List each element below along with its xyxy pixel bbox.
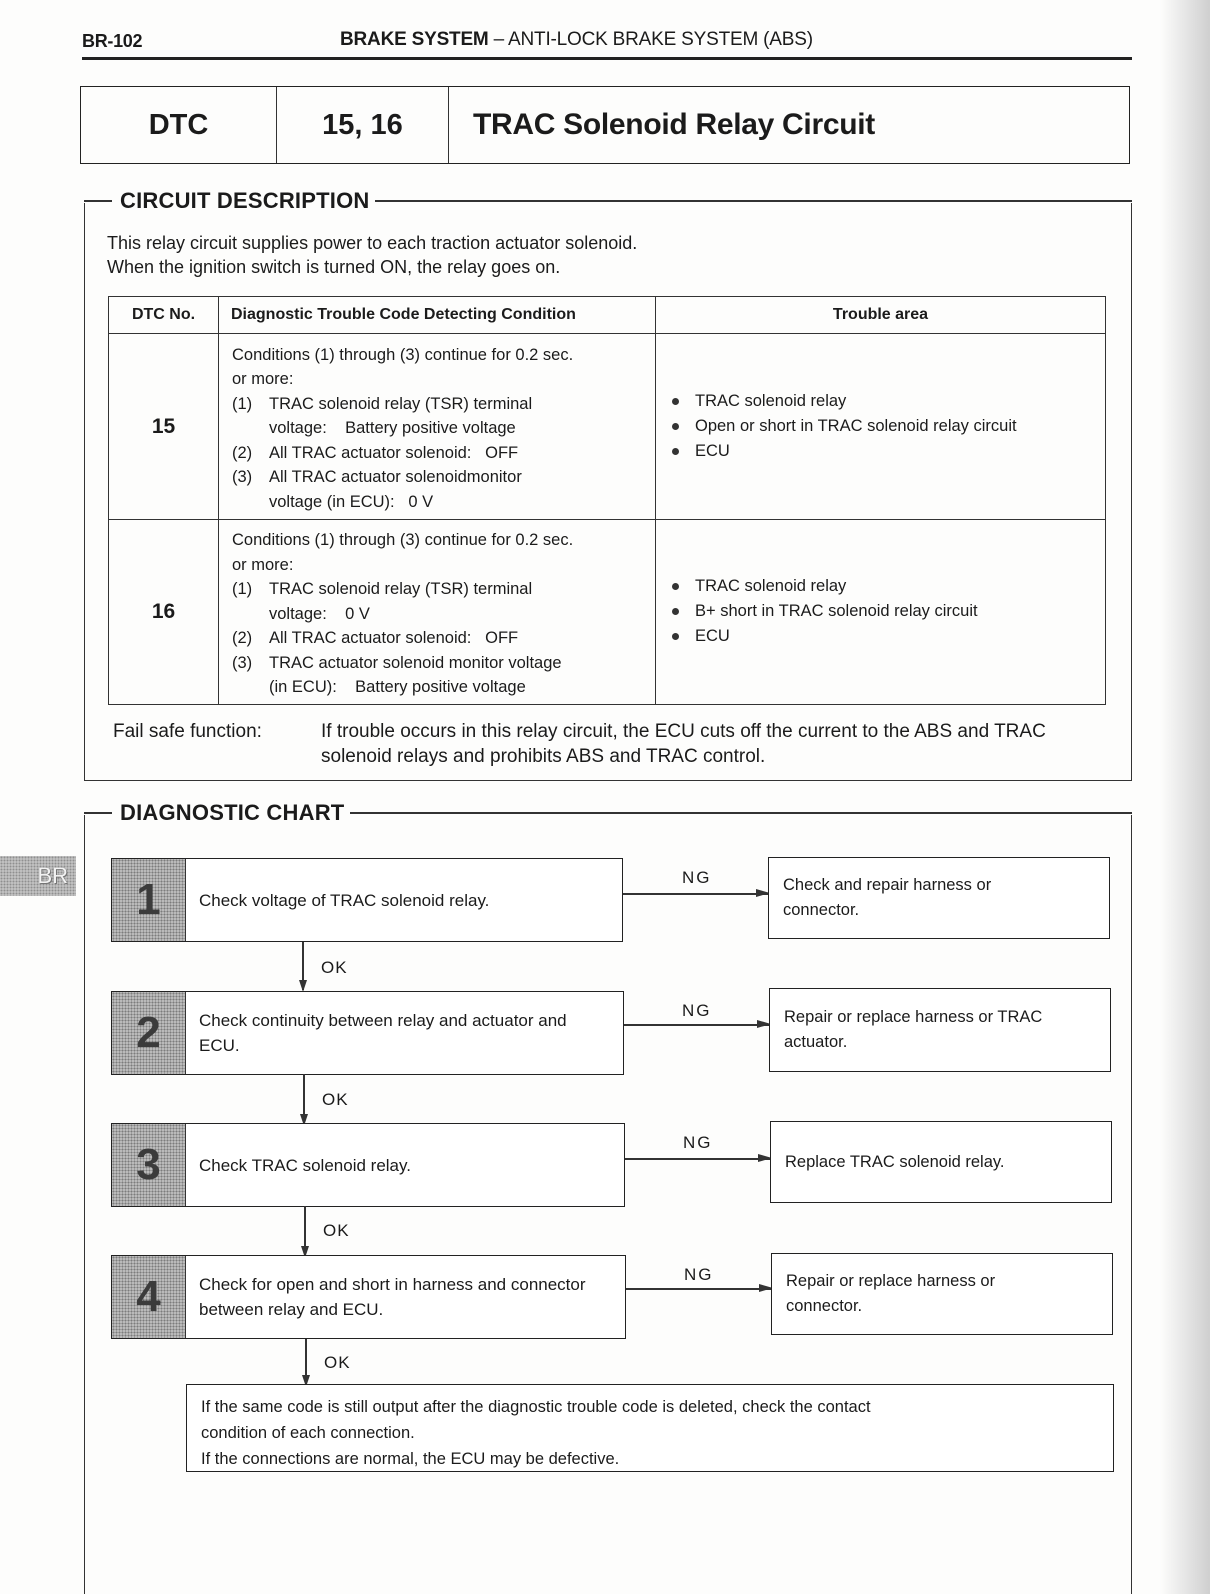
trouble-area-item xyxy=(672,439,1105,464)
header-dtc-no: DTC No. xyxy=(109,297,219,334)
ng-label: NG xyxy=(683,1133,713,1152)
result-text: Repair or replace harness or connector. xyxy=(786,1272,996,1315)
ng-label: NG xyxy=(682,868,712,887)
ok-label: OK xyxy=(321,958,348,977)
step-number-badge: 2 xyxy=(112,992,186,1074)
bullet-icon xyxy=(672,448,679,455)
condition-text: All TRAC actuator solenoid: OFF xyxy=(269,629,519,647)
condition-intro: or more: xyxy=(232,555,294,574)
dtc-label: DTC xyxy=(81,87,277,163)
condition-intro: Conditions (1) through (3) continue for 0.2 sec. xyxy=(232,531,574,549)
trouble-area-text: TRAC solenoid relay xyxy=(695,577,847,596)
ng-result-1 xyxy=(768,857,1110,939)
condition-text: voltage: 0 V xyxy=(269,604,370,623)
condition-item xyxy=(232,465,645,490)
section-tab-br: BR xyxy=(0,856,76,896)
detecting-condition xyxy=(219,520,656,705)
flow-step-4 xyxy=(111,1255,626,1339)
page-number: BR-102 xyxy=(82,31,143,51)
final-text-line: If the same code is still output after the diagnostic trouble code is deleted, check the contact xyxy=(201,1398,871,1416)
trouble-area xyxy=(656,334,1106,520)
circuit-description-text xyxy=(107,231,637,279)
condition-text: TRAC solenoid relay (TSR) terminal xyxy=(269,580,533,598)
fail-safe-label: Fail safe function: xyxy=(113,721,262,742)
step-text: Check voltage of TRAC solenoid relay. xyxy=(199,890,490,910)
ok-arrow xyxy=(302,942,304,990)
bullet-icon xyxy=(672,608,679,615)
condition-item xyxy=(232,651,645,676)
bullet-icon xyxy=(672,398,679,405)
detecting-condition xyxy=(219,334,656,520)
section-title-rest: – ANTI-LOCK BRAKE SYSTEM (ABS) xyxy=(488,29,813,50)
condition-text: TRAC actuator solenoid monitor voltage xyxy=(269,653,562,672)
trouble-area xyxy=(656,520,1106,705)
ok-arrow xyxy=(303,1074,305,1124)
condition-number: (3) xyxy=(232,653,253,672)
bullet-icon xyxy=(672,583,679,590)
final-instruction-box xyxy=(186,1384,1114,1472)
result-text: Repair or replace harness or TRAC actuator. xyxy=(784,1008,1043,1051)
heading-line xyxy=(350,812,1132,814)
trouble-area-item xyxy=(672,574,1105,599)
step-number-badge: 4 xyxy=(112,1256,186,1338)
ok-arrow xyxy=(304,1206,306,1256)
condition-text: voltage (in ECU): 0 V xyxy=(269,492,434,511)
trouble-area-item xyxy=(672,624,1105,649)
trouble-area-text: Open or short in TRAC solenoid relay circuit xyxy=(695,417,1017,435)
table-row xyxy=(109,334,1106,520)
ng-arrow xyxy=(625,1158,770,1160)
ok-arrow xyxy=(305,1339,307,1385)
step-number-badge: 3 xyxy=(112,1124,186,1206)
condition-item xyxy=(232,626,645,651)
step-text: Check TRAC solenoid relay. xyxy=(199,1155,411,1175)
ng-result-4 xyxy=(771,1253,1113,1335)
fail-safe-text: If trouble occurs in this relay circuit, the ECU cuts off the current to the ABS and TRAC solenoid relays and prohibits ABS and TRAC control. xyxy=(321,721,1046,767)
ng-result-2 xyxy=(769,988,1111,1072)
flow-step-3 xyxy=(111,1123,625,1207)
flow-step-1 xyxy=(111,858,623,942)
ng-result-3 xyxy=(770,1121,1112,1203)
dtc-number: 15 xyxy=(109,334,219,520)
condition-number: (2) xyxy=(232,443,253,462)
dtc-condition-table xyxy=(108,296,1106,705)
diagnostic-chart-heading xyxy=(84,799,1132,827)
ok-label: OK xyxy=(322,1090,349,1109)
heading-dash xyxy=(84,812,112,814)
section-title-bold: BRAKE SYSTEM xyxy=(340,29,489,50)
step-text: Check continuity between relay and actuator and ECU. xyxy=(199,1011,567,1055)
condition-number: (2) xyxy=(232,629,253,647)
dtc-title: TRAC Solenoid Relay Circuit xyxy=(473,108,875,141)
condition-number: (3) xyxy=(232,468,253,487)
heading-dash xyxy=(84,200,112,202)
condition-intro: Conditions (1) through (3) continue for 0.2 sec. xyxy=(232,345,574,364)
dtc-number: 16 xyxy=(109,520,219,705)
ng-arrow xyxy=(626,1288,771,1290)
condition-intro: or more: xyxy=(232,370,294,389)
page-section-title xyxy=(340,29,813,51)
trouble-area-text: ECU xyxy=(695,627,730,646)
circuit-description-section xyxy=(84,188,1132,781)
condition-item xyxy=(232,577,645,602)
book-gutter-shadow xyxy=(1160,0,1210,1594)
condition-item xyxy=(232,392,645,417)
header-rule xyxy=(82,57,1132,60)
condition-text: (in ECU): Battery positive voltage xyxy=(269,678,526,696)
ok-label: OK xyxy=(323,1221,350,1240)
ng-arrow xyxy=(624,1024,769,1026)
ng-label: NG xyxy=(682,1001,712,1020)
table-row xyxy=(109,520,1106,705)
final-text-line: If the connections are normal, the ECU may be defective. xyxy=(201,1450,620,1468)
flow-step-2 xyxy=(111,991,624,1075)
ok-label: OK xyxy=(324,1353,351,1372)
condition-number: (1) xyxy=(232,394,253,413)
trouble-area-text: B+ short in TRAC solenoid relay circuit xyxy=(695,602,978,621)
description-line: This relay circuit supplies power to each traction actuator solenoid. xyxy=(107,233,638,253)
trouble-area-text: ECU xyxy=(695,442,730,460)
heading-label: CIRCUIT DESCRIPTION xyxy=(112,188,375,214)
page-header xyxy=(82,28,1132,58)
condition-text: TRAC solenoid relay (TSR) terminal xyxy=(269,394,533,413)
step-text: Check for open and short in harness and connector between relay and ECU. xyxy=(199,1275,586,1319)
header-condition: Diagnostic Trouble Code Detecting Condition xyxy=(219,297,656,334)
step-number-badge: 1 xyxy=(112,859,186,941)
circuit-description-heading xyxy=(84,187,1132,215)
result-text: Check and repair harness or connector. xyxy=(783,876,992,919)
description-line: When the ignition switch is turned ON, the relay goes on. xyxy=(107,257,561,277)
final-text-line: condition of each connection. xyxy=(201,1424,415,1442)
condition-text: All TRAC actuator solenoidmonitor xyxy=(269,468,522,487)
result-text: Replace TRAC solenoid relay. xyxy=(785,1152,1005,1171)
trouble-area-text: TRAC solenoid relay xyxy=(695,392,847,410)
condition-text: All TRAC actuator solenoid: OFF xyxy=(269,443,519,462)
condition-text: voltage: Battery positive voltage xyxy=(269,419,516,438)
dtc-title-box xyxy=(80,86,1130,164)
trouble-area-item xyxy=(672,599,1105,624)
heading-label: DIAGNOSTIC CHART xyxy=(112,800,350,826)
header-trouble-area: Trouble area xyxy=(656,297,1106,334)
trouble-area-item xyxy=(672,414,1105,439)
condition-item xyxy=(232,441,645,466)
ng-arrow xyxy=(623,893,768,895)
ng-label: NG xyxy=(684,1265,714,1284)
condition-number: (1) xyxy=(232,580,253,598)
trouble-area-item xyxy=(672,389,1105,414)
bullet-icon xyxy=(672,633,679,640)
table-header-row xyxy=(109,297,1106,334)
dtc-codes: 15, 16 xyxy=(277,87,449,163)
bullet-icon xyxy=(672,423,679,430)
heading-line xyxy=(375,200,1132,202)
